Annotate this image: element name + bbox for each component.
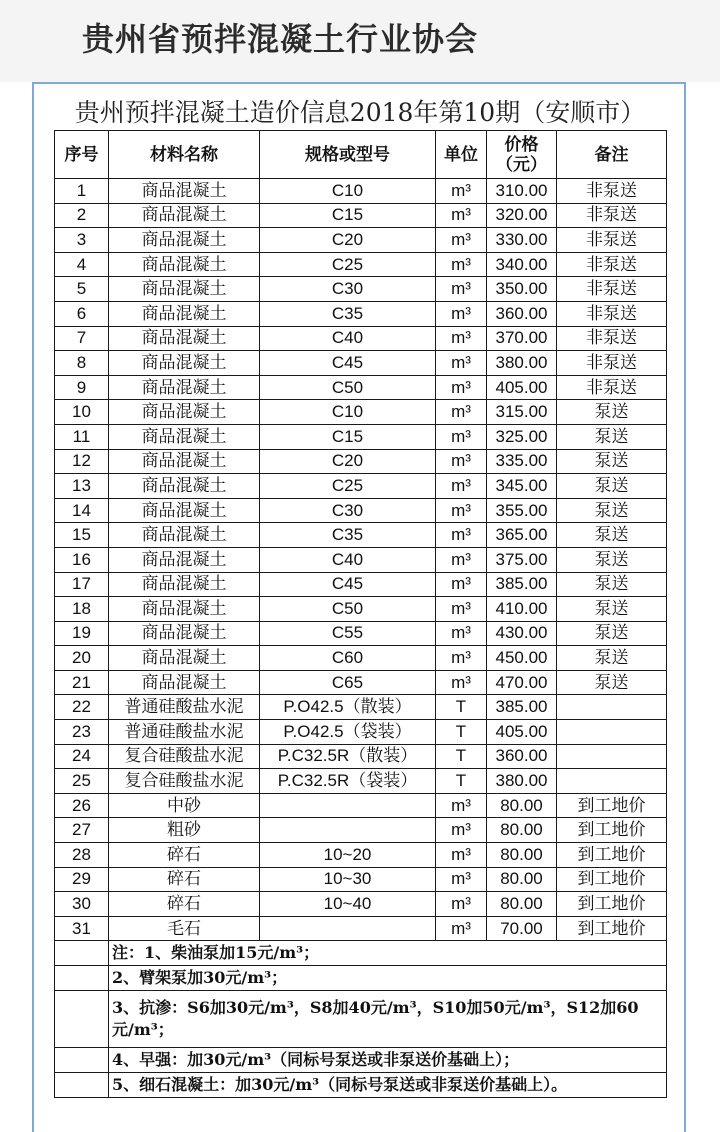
cell-price: 385.00	[487, 572, 557, 597]
cell-unit: m³	[436, 597, 487, 622]
cell-remark	[557, 695, 667, 720]
cell-spec: C25	[260, 252, 436, 277]
col-header-unit: 单位	[436, 131, 487, 179]
cell-remark: 非泵送	[557, 203, 667, 228]
cell-price: 350.00	[487, 277, 557, 302]
cell-spec: C20	[260, 449, 436, 474]
cell-unit: m³	[436, 400, 487, 425]
cell-name: 商品混凝土	[109, 498, 260, 523]
table-row	[55, 228, 667, 253]
cell-no: 25	[55, 769, 109, 794]
cell-name: 商品混凝土	[109, 424, 260, 449]
cell-spec: C40	[260, 547, 436, 572]
cell-price: 330.00	[487, 228, 557, 253]
cell-price: 375.00	[487, 547, 557, 572]
cell-price: 320.00	[487, 203, 557, 228]
cell-unit: m³	[436, 793, 487, 818]
table-row	[55, 892, 667, 917]
cell-no: 19	[55, 621, 109, 646]
cell-remark: 泵送	[557, 400, 667, 425]
cell-name: 商品混凝土	[109, 301, 260, 326]
cell-no: 7	[55, 326, 109, 351]
cell-spec: C25	[260, 474, 436, 499]
table-row	[55, 867, 667, 892]
cell-price: 380.00	[487, 351, 557, 376]
cell-no: 20	[55, 646, 109, 671]
cell-unit: m³	[436, 843, 487, 868]
cell-spec: 10~30	[260, 867, 436, 892]
cell-no: 12	[55, 449, 109, 474]
note-text: 4、早强：加30元/m³（同标号泵送或非泵送价基础上）；	[109, 1048, 667, 1073]
cell-spec: C45	[260, 351, 436, 376]
cell-price: 310.00	[487, 179, 557, 204]
cell-price: 380.00	[487, 769, 557, 794]
cell-price: 360.00	[487, 301, 557, 326]
cell-no: 15	[55, 523, 109, 548]
cell-no: 1	[55, 179, 109, 204]
table-row	[55, 818, 667, 843]
cell-unit: m³	[436, 572, 487, 597]
note-row	[55, 1073, 667, 1098]
cell-spec: C10	[260, 400, 436, 425]
cell-unit: m³	[436, 474, 487, 499]
cell-unit: m³	[436, 498, 487, 523]
cell-no: 30	[55, 892, 109, 917]
table-row	[55, 597, 667, 622]
cell-no: 14	[55, 498, 109, 523]
cell-name: 商品混凝土	[109, 474, 260, 499]
cell-remark: 泵送	[557, 498, 667, 523]
cell-spec: C55	[260, 621, 436, 646]
cell-name: 碎石	[109, 867, 260, 892]
cell-remark: 泵送	[557, 449, 667, 474]
cell-unit: T	[436, 769, 487, 794]
cell-spec: P.O42.5（散装）	[260, 695, 436, 720]
cell-remark: 泵送	[557, 597, 667, 622]
col-header-no: 序号	[55, 131, 109, 179]
cell-no: 5	[55, 277, 109, 302]
cell-spec: P.O42.5（袋装）	[260, 720, 436, 745]
note-spacer	[55, 966, 109, 991]
cell-no: 17	[55, 572, 109, 597]
cell-no: 26	[55, 793, 109, 818]
cell-price: 340.00	[487, 252, 557, 277]
table-row	[55, 695, 667, 720]
cell-name: 商品混凝土	[109, 252, 260, 277]
note-row	[55, 1048, 667, 1073]
cell-no: 16	[55, 547, 109, 572]
cell-unit: m³	[436, 203, 487, 228]
table-row	[55, 916, 667, 941]
note-spacer	[55, 941, 109, 966]
cell-no: 11	[55, 424, 109, 449]
table-row	[55, 843, 667, 868]
col-header-price-line1: 价格	[504, 134, 539, 155]
cell-unit: m³	[436, 646, 487, 671]
cell-unit: m³	[436, 867, 487, 892]
cell-name: 碎石	[109, 892, 260, 917]
note-text: 3、抗渗：S6加30元/m³，S8加40元/m³，S10加50元/m³，S12加60元/m³；	[109, 991, 667, 1048]
cell-no: 13	[55, 474, 109, 499]
cell-no: 3	[55, 228, 109, 253]
cell-remark: 到工地价	[557, 793, 667, 818]
cell-name: 复合硅酸盐水泥	[109, 744, 260, 769]
table-row	[55, 498, 667, 523]
cell-unit: T	[436, 720, 487, 745]
cell-remark	[557, 744, 667, 769]
table-row	[55, 744, 667, 769]
cell-spec	[260, 793, 436, 818]
cell-name: 毛石	[109, 916, 260, 941]
cell-no: 2	[55, 203, 109, 228]
cell-price: 450.00	[487, 646, 557, 671]
table-body	[55, 179, 667, 941]
cell-remark: 非泵送	[557, 179, 667, 204]
table-row	[55, 547, 667, 572]
cell-no: 28	[55, 843, 109, 868]
cell-unit: m³	[436, 375, 487, 400]
cell-name: 普通硅酸盐水泥	[109, 695, 260, 720]
cell-spec: C45	[260, 572, 436, 597]
cell-remark: 非泵送	[557, 301, 667, 326]
cell-spec: P.C32.5R（袋装）	[260, 769, 436, 794]
cell-no: 21	[55, 670, 109, 695]
cell-spec: 10~40	[260, 892, 436, 917]
cell-unit: T	[436, 744, 487, 769]
cell-no: 31	[55, 916, 109, 941]
note-row	[55, 966, 667, 991]
cell-remark	[557, 720, 667, 745]
notes-body	[55, 941, 667, 1098]
table-row	[55, 449, 667, 474]
cell-unit: T	[436, 695, 487, 720]
cell-name: 商品混凝土	[109, 547, 260, 572]
cell-remark: 非泵送	[557, 228, 667, 253]
cell-price: 365.00	[487, 523, 557, 548]
cell-remark: 非泵送	[557, 375, 667, 400]
cell-spec: C60	[260, 646, 436, 671]
cell-name: 商品混凝土	[109, 449, 260, 474]
table-row	[55, 572, 667, 597]
cell-price: 80.00	[487, 793, 557, 818]
table-row	[55, 277, 667, 302]
cell-unit: m³	[436, 547, 487, 572]
cell-price: 335.00	[487, 449, 557, 474]
col-header-price	[487, 131, 557, 179]
cell-price: 355.00	[487, 498, 557, 523]
cell-unit: m³	[436, 449, 487, 474]
table-header-row	[55, 131, 667, 179]
table-row	[55, 474, 667, 499]
cell-remark: 泵送	[557, 523, 667, 548]
table-row	[55, 375, 667, 400]
price-table	[54, 130, 667, 1098]
sheet-title: 贵州预拌混凝土造价信息2018年第10期（安顺市）	[74, 98, 646, 127]
cell-remark: 到工地价	[557, 843, 667, 868]
cell-no: 10	[55, 400, 109, 425]
cell-unit: m³	[436, 301, 487, 326]
cell-spec: C35	[260, 523, 436, 548]
cell-no: 4	[55, 252, 109, 277]
note-spacer	[55, 1073, 109, 1098]
cell-name: 商品混凝土	[109, 400, 260, 425]
cell-no: 29	[55, 867, 109, 892]
cell-price: 315.00	[487, 400, 557, 425]
cell-spec: C50	[260, 597, 436, 622]
cell-name: 商品混凝土	[109, 621, 260, 646]
cell-name: 商品混凝土	[109, 646, 260, 671]
cell-no: 9	[55, 375, 109, 400]
cell-unit: m³	[436, 424, 487, 449]
cell-unit: m³	[436, 351, 487, 376]
cell-no: 22	[55, 695, 109, 720]
cell-price: 385.00	[487, 695, 557, 720]
table-row	[55, 351, 667, 376]
table-row	[55, 326, 667, 351]
table-row	[55, 301, 667, 326]
cell-name: 粗砂	[109, 818, 260, 843]
cell-spec: C15	[260, 424, 436, 449]
table-row	[55, 400, 667, 425]
cell-name: 商品混凝土	[109, 228, 260, 253]
cell-remark: 泵送	[557, 670, 667, 695]
table-row	[55, 720, 667, 745]
table-row	[55, 523, 667, 548]
cell-spec: C30	[260, 277, 436, 302]
cell-remark	[557, 769, 667, 794]
cell-spec: C65	[260, 670, 436, 695]
cell-price: 410.00	[487, 597, 557, 622]
note-text: 2、臂架泵加30元/m³；	[109, 966, 667, 991]
table-row	[55, 646, 667, 671]
cell-price: 80.00	[487, 892, 557, 917]
note-text: 注：1、柴油泵加15元/m³；	[109, 941, 667, 966]
cell-name: 商品混凝土	[109, 375, 260, 400]
cell-spec: P.C32.5R（散装）	[260, 744, 436, 769]
note-text: 5、细石混凝土：加30元/m³（同标号泵送或非泵送价基础上）。	[109, 1073, 667, 1098]
cell-spec: C20	[260, 228, 436, 253]
cell-no: 23	[55, 720, 109, 745]
cell-name: 普通硅酸盐水泥	[109, 720, 260, 745]
cell-remark: 非泵送	[557, 326, 667, 351]
cell-price: 325.00	[487, 424, 557, 449]
cell-price: 80.00	[487, 867, 557, 892]
cell-price: 405.00	[487, 720, 557, 745]
table-row	[55, 424, 667, 449]
cell-remark: 非泵送	[557, 351, 667, 376]
cell-unit: m³	[436, 621, 487, 646]
cell-name: 商品混凝土	[109, 572, 260, 597]
cell-name: 商品混凝土	[109, 203, 260, 228]
cell-no: 8	[55, 351, 109, 376]
cell-remark: 到工地价	[557, 916, 667, 941]
table-row	[55, 252, 667, 277]
cell-unit: m³	[436, 892, 487, 917]
cell-spec: C40	[260, 326, 436, 351]
cell-name: 商品混凝土	[109, 277, 260, 302]
cell-no: 18	[55, 597, 109, 622]
cell-price: 430.00	[487, 621, 557, 646]
cell-name: 商品混凝土	[109, 523, 260, 548]
cell-remark: 泵送	[557, 572, 667, 597]
cell-unit: m³	[436, 916, 487, 941]
cell-remark: 到工地价	[557, 892, 667, 917]
header-bar	[0, 0, 720, 82]
col-header-remark: 备注	[557, 131, 667, 179]
col-header-name: 材料名称	[109, 131, 260, 179]
site-title: 贵州省预拌混凝土行业协会	[82, 20, 479, 58]
cell-no: 6	[55, 301, 109, 326]
note-row	[55, 991, 667, 1048]
cell-price: 360.00	[487, 744, 557, 769]
cell-spec: C10	[260, 179, 436, 204]
note-row	[55, 941, 667, 966]
cell-remark: 泵送	[557, 547, 667, 572]
cell-spec: C35	[260, 301, 436, 326]
cell-no: 24	[55, 744, 109, 769]
table-row	[55, 621, 667, 646]
col-header-spec: 规格或型号	[260, 131, 436, 179]
table-row	[55, 793, 667, 818]
cell-name: 商品混凝土	[109, 351, 260, 376]
cell-unit: m³	[436, 523, 487, 548]
cell-price: 370.00	[487, 326, 557, 351]
cell-name: 复合硅酸盐水泥	[109, 769, 260, 794]
cell-spec: C50	[260, 375, 436, 400]
cell-unit: m³	[436, 818, 487, 843]
table-row	[55, 203, 667, 228]
cell-spec: 10~20	[260, 843, 436, 868]
cell-price: 80.00	[487, 818, 557, 843]
cell-remark: 泵送	[557, 621, 667, 646]
note-spacer	[55, 1048, 109, 1073]
cell-remark: 非泵送	[557, 252, 667, 277]
cell-name: 商品混凝土	[109, 179, 260, 204]
cell-unit: m³	[436, 179, 487, 204]
cell-remark: 到工地价	[557, 818, 667, 843]
cell-remark: 非泵送	[557, 277, 667, 302]
cell-remark: 泵送	[557, 474, 667, 499]
cell-unit: m³	[436, 326, 487, 351]
cell-spec: C30	[260, 498, 436, 523]
cell-spec: C15	[260, 203, 436, 228]
cell-unit: m³	[436, 277, 487, 302]
table-row	[55, 179, 667, 204]
cell-price: 405.00	[487, 375, 557, 400]
cell-unit: m³	[436, 670, 487, 695]
cell-remark: 泵送	[557, 424, 667, 449]
cell-name: 中砂	[109, 793, 260, 818]
cell-name: 商品混凝土	[109, 597, 260, 622]
cell-price: 345.00	[487, 474, 557, 499]
cell-name: 商品混凝土	[109, 670, 260, 695]
cell-price: 70.00	[487, 916, 557, 941]
cell-unit: m³	[436, 228, 487, 253]
col-header-price-line2: （元）	[496, 154, 547, 175]
table-row	[55, 769, 667, 794]
cell-name: 商品混凝土	[109, 326, 260, 351]
cell-remark: 泵送	[557, 646, 667, 671]
cell-name: 碎石	[109, 843, 260, 868]
table-row	[55, 670, 667, 695]
cell-spec	[260, 916, 436, 941]
note-spacer	[55, 991, 109, 1048]
cell-unit: m³	[436, 252, 487, 277]
cell-remark: 到工地价	[557, 867, 667, 892]
cell-no: 27	[55, 818, 109, 843]
cell-price: 470.00	[487, 670, 557, 695]
cell-price: 80.00	[487, 843, 557, 868]
cell-spec	[260, 818, 436, 843]
